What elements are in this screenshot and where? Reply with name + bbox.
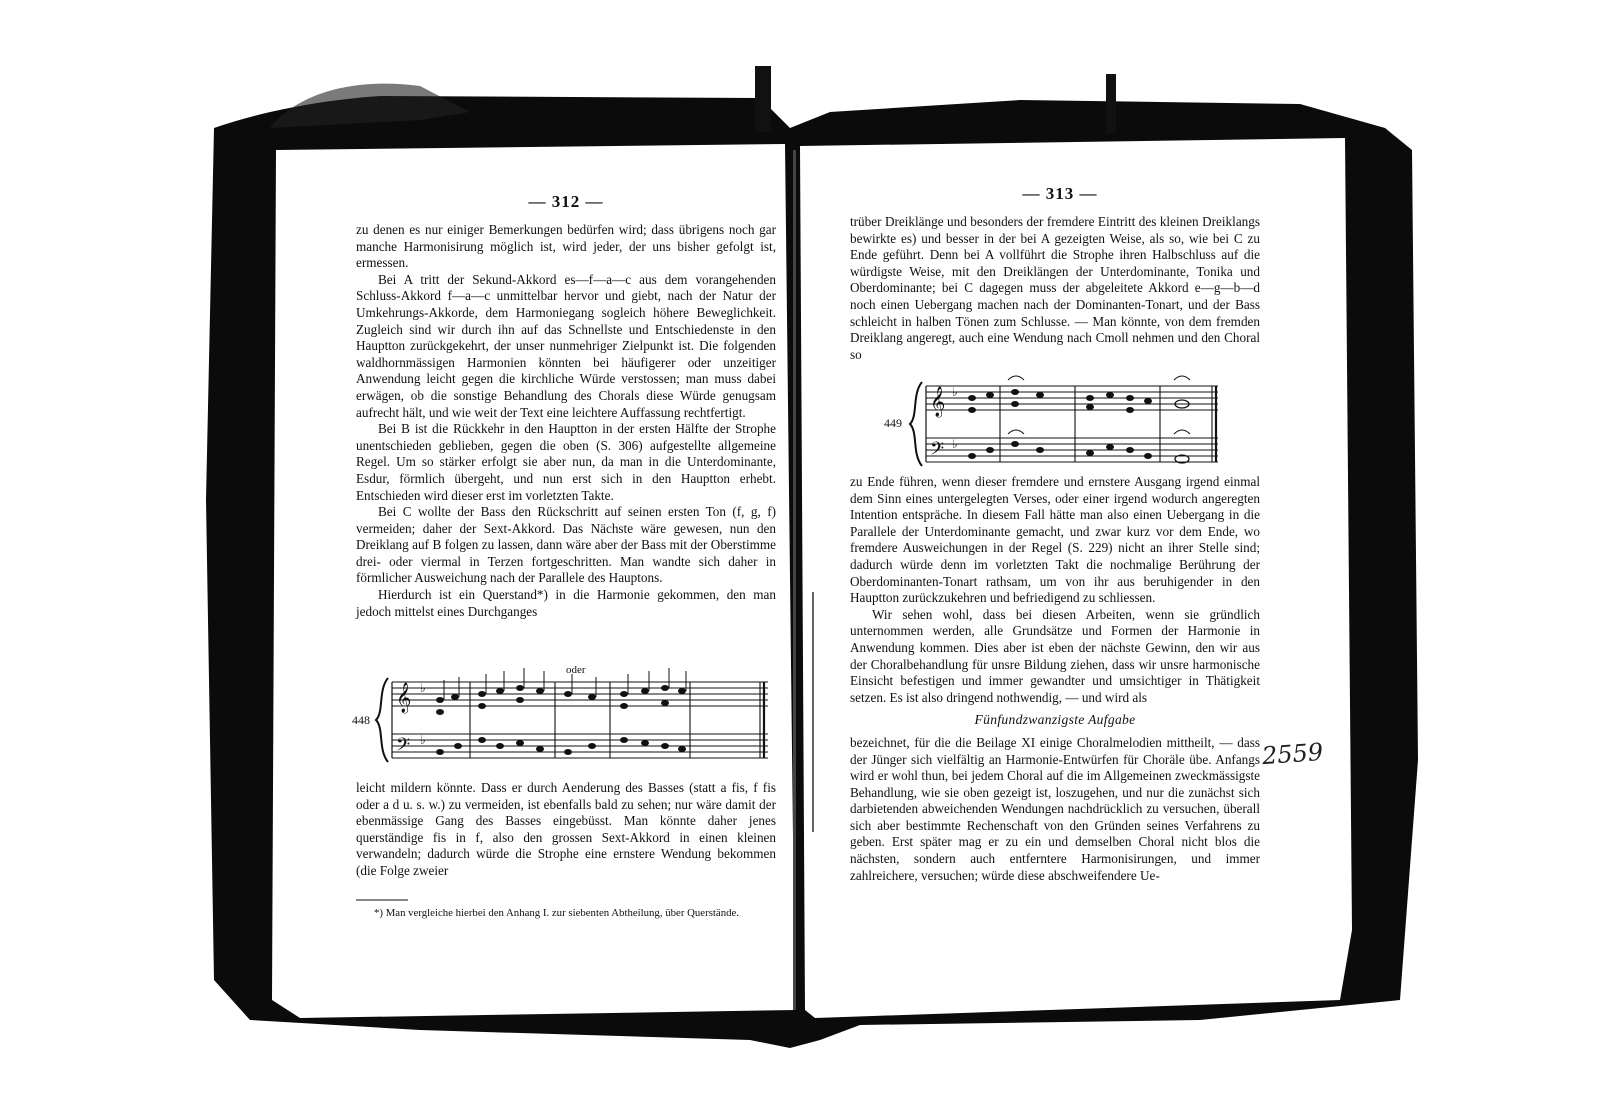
gutter-mark	[812, 592, 814, 832]
svg-text:♭: ♭	[952, 437, 958, 451]
svg-text:♭: ♭	[420, 681, 426, 695]
gutter-line	[793, 150, 796, 1010]
left-paragraph-3: Bei B ist die Rückkehr in den Hauptton in der ersten Hälfte der Strophe unentschieden geblieben, gegen die oben (S. 306) aufgestellte allgemeine Regel. Um so stärker erfolgt sie aber nun, da man in die Unterdominante, Esdur, förmlich übergeht, und nun erst sich in den Hauptton erhebt. Entschieden wird dieser erst im vorletzten Takte.	[356, 421, 776, 503]
example-number-448: 448	[352, 713, 370, 727]
left-after-example: leicht mildern könnte. Dass er durch Aenderung des Basses (statt a fis, f fis oder a d u. s. w.) zu vermeiden, ist ebenfalls bald zu sehen; nur wäre damit der ebenmässige Gang des Basses eingebüsst. Man könnte daher jenes querständige fis in f, also den grossen Sext-Akkord in einen kleinen verwandeln; dadurch würde die Strophe eine ernstere Wendung bekommen (die Folge zweier	[356, 780, 776, 878]
treble-clef: 𝄞	[396, 683, 412, 713]
top-mark	[755, 66, 771, 132]
left-paragraph-4: Bei C wollte der Bass den Rückschritt auf seinen ersten Ton (f, g, f) vermeiden; daher der Sext-Akkord. Das Nächste wäre gewesen, nun den Dreiklang auf B folgen zu lassen, dann wäre aber der Bass mit der Oberstimme drei- oder viermal in Terzen fortgeschritten. Man wandte sich daher in förmlicher Ausweichung nach der Parallele des Hauptons.	[356, 504, 776, 586]
svg-text:♭: ♭	[952, 385, 958, 399]
task-heading: Fünfundzwanzigste Aufgabe	[974, 712, 1136, 728]
treble-clef: 𝄞	[930, 387, 946, 417]
right-page-number: — 313 —	[1022, 184, 1098, 203]
right-column-top	[850, 214, 1260, 363]
left-paragraph-5: Hierdurch ist ein Querstand*) in die Harmonie gekommen, den man jedoch mittelst eines Durchganges	[356, 587, 776, 619]
left-column-bottom	[356, 780, 776, 880]
left-column-top	[356, 222, 776, 620]
bass-clef: 𝄢	[930, 439, 945, 464]
right-paragraph-3: Wir sehen wohl, dass bei diesen Arbeiten, wenn sie gründlich unternommen werden, alle Grundsätze und Formen der Harmonie in Anwendung kommen. Dies aber ist eben der nächste Gewinn, den wir aus der Choralbehandlung für unsre Bildung ziehen, dass wir unsre harmonische Einsicht befestigen und immer gewandter und umsichtiger in Thätigkeit setzen. Es ist also dringend nothwendig, — und wird als	[850, 606, 1260, 705]
svg-text:♭: ♭	[420, 733, 426, 747]
right-paragraph-4: bezeichnet, für die die Beilage XI einige Choralmelodien mittheilt, — dass der Jünger sich vielfältig an Harmonie-Entwürfen für Choräle übe. Anfangs wird er wohl thun, bei jedem Choral auf die im Allgemeinen zweckmässigste Behandlung, wie sie oben gezeigt ist, loszugehen, und nur die zunächst sich darbietenden abweichenden Wendungen nachdrücklich zu versuchen, überall sich aber bestimmte Rechenschaft von den Gründen seines Verfahrens zu geben. Erst später mag er zu ein und demselben Choral nicht blos die nächsten, sondern auch entferntere Harmonisirungen, und immer zahlreichere, versuchen; würde diese abschweifendere Ue-	[850, 734, 1260, 883]
bass-clef: 𝄢	[396, 735, 411, 760]
example-number-449: 449	[884, 416, 902, 430]
example-label-oder: oder	[566, 664, 586, 676]
left-paragraph-1: zu denen es nur einiger Bemerkungen bedürfen wird; dass übrigens noch gar manche Harmonisirung möglich ist, wird jeder, der uns bisher gefolgt ist, ermessen.	[356, 222, 776, 271]
right-paragraph-1: trüber Dreiklänge und besonders der fremdere Eintritt des kleinen Dreiklangs bewirkte es) und besser in der bei A gezeigten Weise, als so, wie bei C zu Ende geführt. Denn bei A vollführt die Strophe ihren Halbschluss auf die würdigste Weise, mit den Dreiklängen der Unterdominante, Tonika und Oberdominante; bei C dagegen muss der abgeleitete Akkord e—g—b—d noch einen Uebergang machen nach der Dominanten-Tonart, und der Bass schleicht in halben Tönen zum Schlusse. — Man könnte, von dem fremden Dreiklang angeregt, auch eine Wendung nach Cmoll nehmen und den Choral so	[850, 214, 1260, 362]
left-paragraph-2: Bei A tritt der Sekund-Akkord es—f—a—c aus dem vorangehenden Schluss-Akkord f—a—c unmittelbar hervor und giebt, nach der Natur der Umkehrungs-Akkorde, dem Harmoniegang sogleich höhere Beweglichkeit. Zugleich sind wir durch ihn auf das Schnellste und Entschiedenste in den Hauptton zurückgekehrt, der unser nunmehriger Zielpunkt ist. Die folgenden waldhornmässigen Harmonien könnten bei häufigerer oder unzeitiger Anwendung leicht gegen die kirchliche Würde verstossen; man muss dabei erwägen, ob die sonstige Behandlung des Chorals diese Würde genugsam aufrecht hält, und wie weit der Text eine leichtere Auffassung rechtfertigt.	[356, 271, 776, 420]
left-footnote: *) Man vergleiche hierbei den Anhang I. zur siebenten Abtheilung, über Querstände.	[374, 907, 739, 919]
left-page-number: — 312 —	[528, 192, 604, 211]
top-mark	[1106, 74, 1116, 134]
handwritten-margin-note: 2559	[1261, 737, 1324, 771]
right-column-bottom	[850, 474, 1260, 884]
right-paragraph-2: zu Ende führen, wenn dieser fremdere und ernstere Ausgang irgend einmal dem Sinn eines untergelegten Verses, oder einer irgend wodurch angeregten Intention entspräche. In diesem Fall hätte man also einen Uebergang in die Parallele der Unterdominante gemacht, und zwar kurz vor dem Ende, wo fremdere Ausweichungen in der Regel (S. 229) nicht an ihrer Stelle sind; dadurch würde denn im vorletzten Takt die nochmalige Berührung der Oberdominanten-Tonart rathsam, um von ihr aus beruhigender in den Hauptton zurückzukehren und befriedigend zu schliessen.	[850, 474, 1260, 606]
